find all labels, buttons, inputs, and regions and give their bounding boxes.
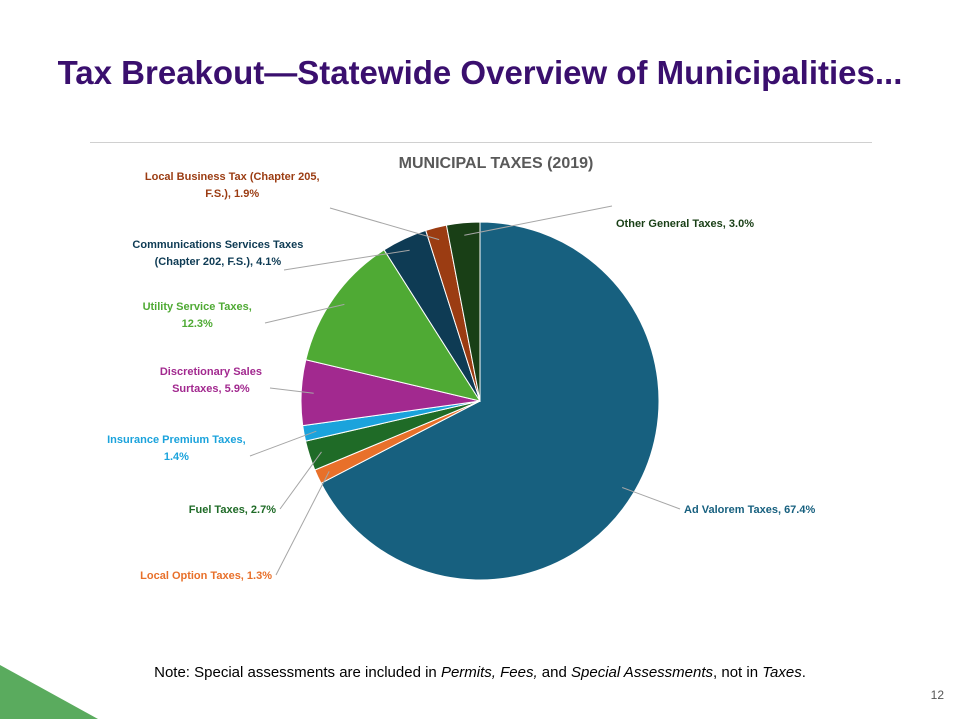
data-label-local-business-tax-chapter-205-f-s: Local Business Tax (Chapter 205, F.S.), 1.9% [144,171,320,200]
data-label-fuel-taxes: Fuel Taxes, 2.7% [188,504,276,516]
data-label-local-option-taxes: Local Option Taxes, 1.3% [140,570,272,582]
footnote [0,664,960,681]
footnote-text-3: , not in [713,664,763,681]
footnote-text-4: . [801,664,806,681]
data-label-communications-services-taxes-chapter-202-f-s: Communications Services Taxes (Chapter 202, F.S.), 4.1% [132,239,304,268]
data-label-utility-service-taxes: Utility Service Taxes, 12.3% [142,301,252,330]
leader-line-local-business-tax-chapter-205-f-s [330,208,439,240]
data-label-insurance-premium-taxes: Insurance Premium Taxes, 1.4% [107,434,246,463]
page-number: 12 [930,688,944,702]
leader-line-local-option-taxes [276,471,329,575]
footnote-text-1: Note: Special assessments are included in [154,664,441,681]
leader-line-fuel-taxes [280,452,322,509]
leader-line-other-general-taxes [464,206,612,235]
data-label-ad-valorem-taxes: Ad Valorem Taxes, 67.4% [684,504,816,516]
footnote-text-2: and [537,664,571,681]
slide-title: Tax Breakout—Statewide Overview of Municipalities... [57,54,903,91]
footnote-italic-2: Special Assessments [571,664,714,681]
footnote-italic-3: Taxes [762,664,802,681]
data-label-other-general-taxes: Other General Taxes, 3.0% [616,218,754,230]
data-label-discretionary-sales-surtaxes: Discretionary Sales Surtaxes, 5.9% [159,366,262,395]
footnote-italic-1: Permits, Fees, [440,664,538,681]
chart-title: MUNICIPAL TAXES (2019) [398,155,594,172]
